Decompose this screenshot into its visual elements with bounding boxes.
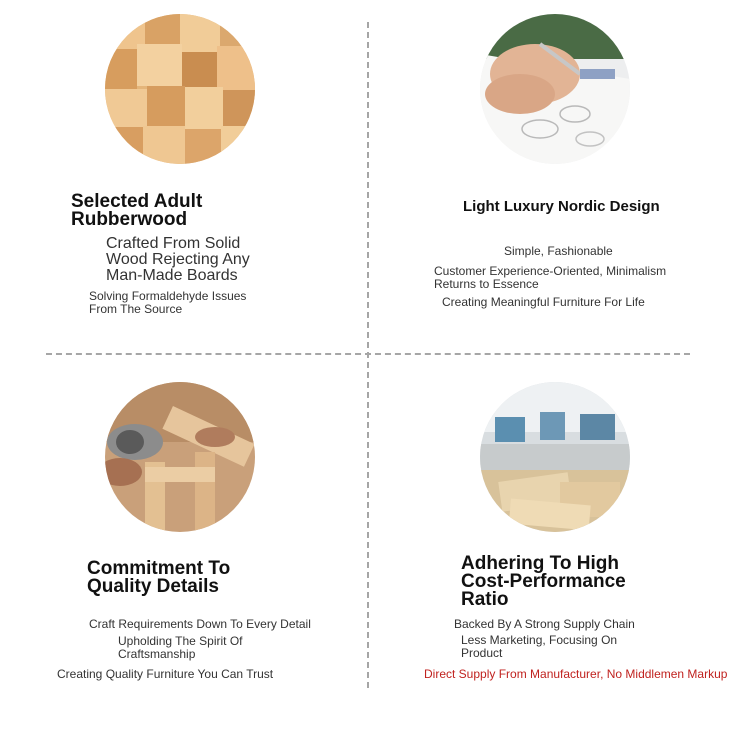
- q2-line2: Customer Experience-Oriented, Minimalism Returns to Essence: [434, 264, 667, 291]
- craftsman-photo: [105, 382, 255, 532]
- q1-title: Selected Adult Rubberwood: [71, 191, 203, 230]
- q4-line3: Direct Supply From Manufacturer, No Middlemen Markup: [424, 667, 728, 681]
- q2-line3: Creating Meaningful Furniture For Life: [442, 295, 645, 309]
- horizontal-divider: [46, 353, 690, 355]
- q3-title: Commitment To Quality Details: [87, 558, 231, 597]
- rubberwood-photo: [105, 14, 255, 164]
- q4-line2: Less Marketing, Focusing On Product: [461, 633, 618, 660]
- vertical-divider: [367, 22, 369, 688]
- q3-line1: Craft Requirements Down To Every Detail: [89, 617, 311, 631]
- q4-line1: Backed By A Strong Supply Chain: [454, 617, 635, 631]
- q3-line2: Upholding The Spirit Of Craftsmanship: [118, 634, 243, 661]
- q3-line3: Creating Quality Furniture You Can Trust: [57, 667, 274, 681]
- design-sketch-photo: [480, 14, 630, 164]
- factory-photo: [480, 382, 630, 532]
- q2-title: Light Luxury Nordic Design: [463, 198, 660, 215]
- q2-line1: Simple, Fashionable: [504, 244, 613, 258]
- q4-title: Adhering To High Cost-Performance Ratio: [461, 553, 626, 610]
- q1-note: Solving Formaldehyde Issues From The Source: [89, 289, 247, 316]
- q1-subtitle: Crafted From Solid Wood Rejecting Any Man-Made Boards: [106, 235, 250, 284]
